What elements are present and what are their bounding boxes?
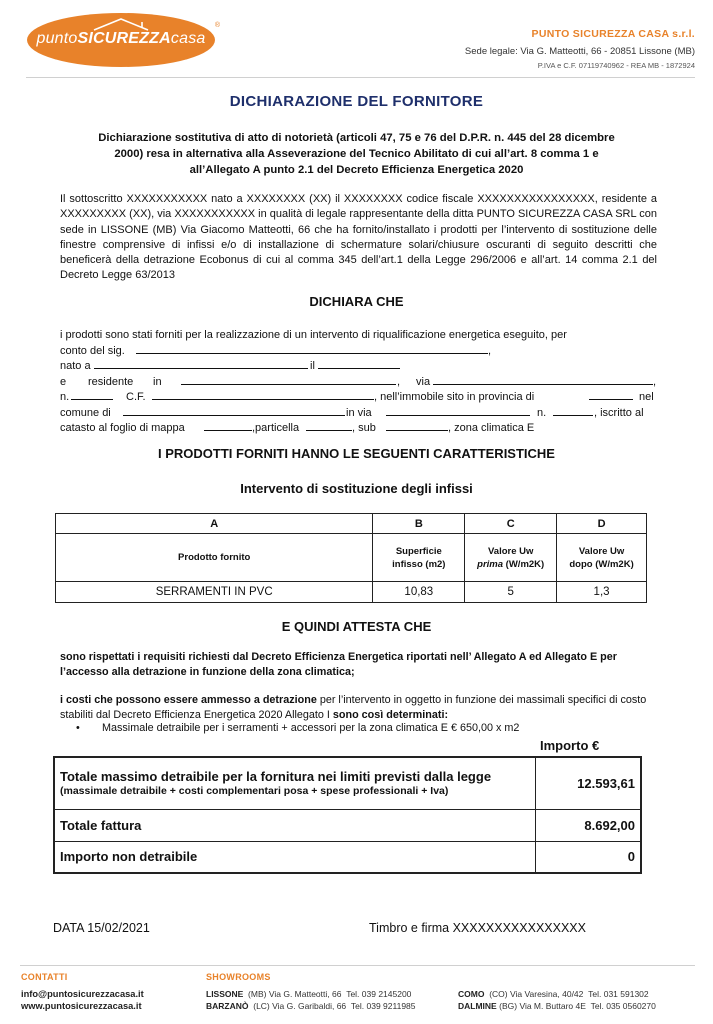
client-name-field[interactable] <box>136 344 488 354</box>
total-max-value: 12.593,61 <box>535 757 641 809</box>
table-header-row <box>56 534 647 582</box>
column-header-uw-before: Valore Uw prima (W/m2K) <box>465 534 557 582</box>
column-header-uw-after: Valore Uw dopo (W/m2K) <box>557 534 647 582</box>
property-street-field[interactable] <box>386 406 530 416</box>
costs-paragraph: i costi che possono essere ammesso a detrazione per l’intervento in oggetto in funzione dei massimali specifici di costo stabiliti dal Decreto Efficienza Energetica 2020 Allegato I sono così determinati: <box>60 694 647 721</box>
document-title: DICHIARAZIONE DEL FORNITORE <box>229 93 484 110</box>
email-link[interactable]: info@puntosicurezzacasa.it <box>21 989 144 999</box>
birthdate-field[interactable] <box>318 359 400 369</box>
showroom-entry: COMO (CO) Via Varesina, 40/42 Tel. 031 591302 <box>458 989 649 999</box>
table-row <box>56 582 647 603</box>
form-text: n. <box>537 406 547 419</box>
form-line-3 <box>60 359 657 375</box>
uw-after-cell: 1,3 <box>557 582 647 603</box>
form-text: , <box>397 375 401 388</box>
registered-mark: ® <box>214 22 220 29</box>
signature-date: DATA 15/02/2021 <box>53 921 150 935</box>
logo-wordmark: puntoSICUREZZAcasa <box>36 30 206 47</box>
total-max-sub: (massimale detraibile + costi complementari posa + spese professionali + Iva) <box>60 785 449 798</box>
letterhead <box>0 0 713 78</box>
showroom-entry: LISSONE (MB) Via G. Matteotti, 66 Tel. 039 2145200 <box>206 989 412 999</box>
company-info <box>465 28 695 70</box>
bullet-icon: • <box>76 722 80 734</box>
showroom-entry: BARZANÒ (LC) Via G. Garibaldi, 66 Tel. 039 9211985 <box>206 1001 416 1011</box>
non-deductible-label: Importo non detraibile <box>54 841 535 873</box>
total-max-label: Totale massimo detraibile per la fornitura nei limiti previsti dalla legge (massimale detraibile + costi complementari posa + spese professionali + Iva) <box>54 757 535 809</box>
footer-divider <box>20 965 695 966</box>
product-cell: SERRAMENTI IN PVC <box>56 582 373 603</box>
residence-street-field[interactable] <box>433 375 653 385</box>
form-text: , <box>653 375 657 388</box>
residence-city-field[interactable] <box>181 375 396 385</box>
form-line-2 <box>60 344 657 360</box>
form-text: nel <box>639 391 654 403</box>
property-number-field[interactable] <box>553 406 593 416</box>
form-text: , <box>488 344 492 357</box>
declaration-form <box>60 328 657 437</box>
column-header-surface: Superficie infisso (m2) <box>373 534 465 582</box>
municipality-field[interactable] <box>123 406 345 416</box>
column-letter: C <box>465 514 557 534</box>
form-line-6 <box>60 406 657 422</box>
bullet-text: Massimale detraibile per i serramenti + accessori per la zona climatica E € 650,00 x m2 <box>102 722 520 734</box>
form-text: ,particella <box>252 422 300 434</box>
form-line-4 <box>60 375 657 391</box>
invoice-total-label: Totale fattura <box>54 809 535 841</box>
form-text: e <box>60 375 67 388</box>
company-seat: Sede legale: Via G. Matteotti, 66 - 20851 Lissone (MB) <box>464 46 695 57</box>
document-subtitle: Dichiarazione sostitutiva di atto di notorietà (articoli 47, 75 e 76 del D.P.R. n. 445 del 28 dicembre 2000) resa in alternativa alla Asseverazione del Tecnico Abilitato di cui all’art. 8 comma 1 e all’Allegato A punto 2.1 del Decreto Efficienza Energetica 2020 <box>98 132 615 176</box>
column-header-product: Prodotto fornito <box>56 534 373 582</box>
contacts-heading: CONTATTI <box>21 972 68 982</box>
product-spec-table <box>55 513 647 603</box>
attesta-heading: E QUINDI ATTESTA CHE <box>281 619 432 634</box>
table-row <box>54 841 641 873</box>
parcel-field[interactable] <box>306 421 352 431</box>
form-text: il <box>310 360 315 372</box>
form-text: i prodotti sono stati forniti per la realizzazione di un intervento di riqualificazione energetica eseguito, per <box>60 329 567 341</box>
website-link[interactable]: www.puntosicurezzacasa.it <box>21 1001 142 1011</box>
non-deductible-value: 0 <box>535 841 641 873</box>
province-field[interactable] <box>589 390 633 400</box>
header-divider <box>26 77 695 78</box>
surface-cell: 10,83 <box>373 582 465 603</box>
form-text: conto del sig. <box>60 344 125 357</box>
showroom-entry: DALMINE (BG) Via M. Buttaro 4E Tel. 035 0560270 <box>458 1001 656 1011</box>
signature-stamp: Timbro e firma XXXXXXXXXXXXXXXX <box>369 921 586 935</box>
table-letter-row <box>56 514 647 534</box>
company-vat: P.IVA e C.F. 07119740962 - REA MB - 1872924 <box>537 61 695 70</box>
form-line-5 <box>60 390 657 406</box>
form-line-7 <box>60 421 657 437</box>
intro-paragraph: Il sottoscritto XXXXXXXXXXX nato a XXXXXXXX (XX) il XXXXXXXX codice fiscale XXXXXXXXXXXXXXXX, residente a XXXXXXXXX (XX), via XXXXXXXXXXX in qualità di legale rappresentante della ditta PUNTO SICUREZZA CASA SRL con sede in LISSONE (MB) Via Giacomo Matteotti, 66 che ha fornito/installato i prodotti per l’intervento di sostituzione delle finestre comprensive di infissi e/o di installazione di schermature solari/chiusure oscuranti di seguito descritti che beneficerà della detrazione Ecobonus di cui al comma 345 dell’art.1 della Legge 296/2006 e all’art. 14 comma 2.1 del Decreto Legge 63/2013 <box>60 193 657 282</box>
house-number-field[interactable] <box>71 390 113 400</box>
form-text: via <box>416 375 431 388</box>
form-text: catasto al foglio di mappa <box>60 422 185 434</box>
form-text: nato a <box>60 360 91 372</box>
totals-table <box>53 756 642 874</box>
fiscal-code-field[interactable] <box>152 390 374 400</box>
products-heading: I PRODOTTI FORNITI HANNO LE SEGUENTI CARATTERISTICHE <box>158 446 555 461</box>
form-text: , zona climatica E <box>448 422 535 434</box>
form-text: residente <box>88 375 134 388</box>
company-name: PUNTO SICUREZZA CASA s.r.l. <box>531 28 695 40</box>
requirements-paragraph: sono rispettati i requisiti richiesti dal Decreto Efficienza Energetica riportati nell’ Allegato A ed Allegato E per l’accesso alla detrazione in funzione della zona climatica; <box>60 651 617 678</box>
invoice-total-value: 8.692,00 <box>535 809 641 841</box>
table-row <box>54 809 641 841</box>
uw-before-cell: 5 <box>465 582 557 603</box>
form-text: C.F. <box>126 391 146 403</box>
form-text: , sub <box>352 422 376 434</box>
birthplace-field[interactable] <box>94 359 308 369</box>
column-letter: B <box>373 514 465 534</box>
dichiara-heading: DICHIARA CHE <box>309 294 404 309</box>
form-text: , nell’immobile sito in provincia di <box>374 391 535 403</box>
column-letter: D <box>557 514 647 534</box>
form-text: comune di <box>60 406 111 419</box>
form-text: n. <box>60 391 70 403</box>
showrooms-heading: SHOWROOMS <box>206 972 271 982</box>
company-logo <box>26 12 220 68</box>
map-sheet-field[interactable] <box>204 421 252 431</box>
intervention-heading: Intervento di sostituzione degli infissi <box>240 481 473 496</box>
table-row <box>54 757 641 809</box>
form-line-1 <box>60 328 657 344</box>
column-letter: A <box>56 514 373 534</box>
form-text: in via <box>346 406 372 419</box>
form-text: in <box>153 375 162 388</box>
sub-field[interactable] <box>386 421 448 431</box>
importo-heading: Importo € <box>540 738 600 753</box>
form-text: , iscritto al <box>594 406 644 419</box>
